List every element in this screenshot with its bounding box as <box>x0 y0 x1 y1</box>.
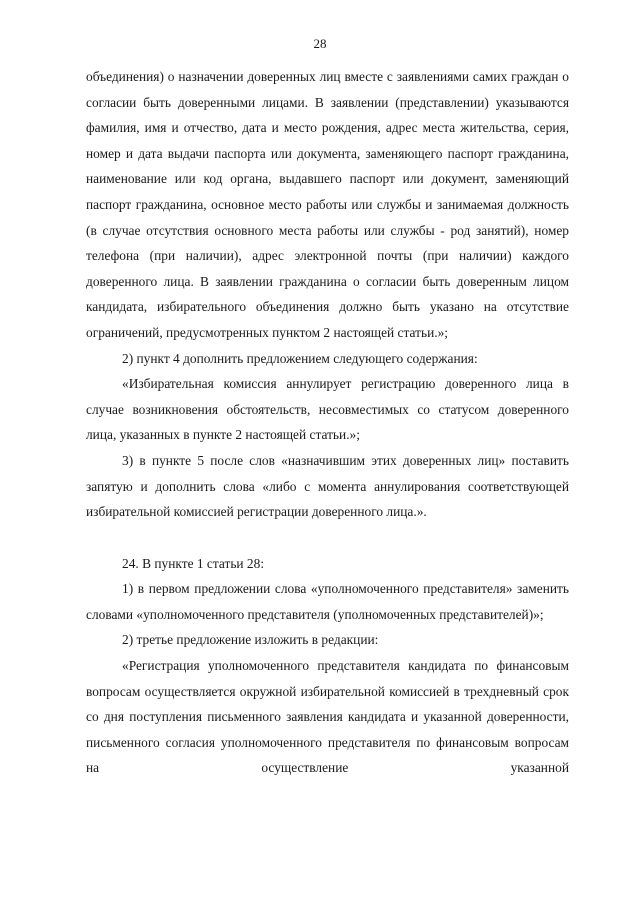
paragraph-section-24: 24. В пункте 1 статьи 28: <box>122 555 265 571</box>
document-body <box>86 64 569 781</box>
page-number: 28 <box>313 36 327 51</box>
paragraph-item-2-edition: 2) третье предложение изложить в редакции: <box>122 632 379 648</box>
paragraph-item-1: 1) в первом предложении слова «уполномоченного представителя» заменить словами «уполномоченного представителя (уполномоченных представителей)»; <box>86 581 569 622</box>
paragraph-item-3: 3) в пункте 5 после слов «назначившим этих доверенных лиц» поставить запятую и дополнить слова «либо с момента аннулирования соответствующей избирательной комиссией регистрации доверенного лица.». <box>86 452 569 520</box>
paragraph-quote-registration: «Регистрация уполномоченного представителя кандидата по финансовым вопросам осуществляется окружной избирательной комиссией в трехдневный срок со дня поступления письменного заявления кандидата и указанной доверенности, письменного согласия уполномоченного представителя по финансовым вопросам на осуществление указанной <box>86 658 569 776</box>
paragraph-continuation: объединения) о назначении доверенных лиц вместе с заявлениями самих граждан о согласии быть доверенными лицами. В заявлении (представлении) указываются фамилия, имя и отчество, дата и место рождения, адрес места жительства, серия, номер и дата выдачи паспорта или документа, заменяющего паспорт гражданина, наименование или код органа, выдавшего паспорт или документ, заменяющий паспорт гражданина, основное место работы или службы и занимаемая должность (в случае отсутствия основного места работы или службы - род занятий), номер телефона (при наличии), адрес электронной почты (при наличии) каждого доверенного лица. В заявлении гражданина о согласии быть доверенным лицом кандидата, избирательного объединения должно быть указано на отсутствие ограничений, предусмотренных пунктом 2 настоящей статьи.»; <box>86 69 569 340</box>
section-spacer <box>86 525 569 551</box>
paragraph-item-2: 2) пункт 4 дополнить предложением следующего содержания: <box>122 350 478 366</box>
paragraph-quote-annulment: «Избирательная комиссия аннулирует регистрацию доверенного лица в случае возникновения обстоятельств, несовместимых со статусом доверенного лица, указанных в пункте 2 настоящей статьи.»; <box>86 376 569 443</box>
